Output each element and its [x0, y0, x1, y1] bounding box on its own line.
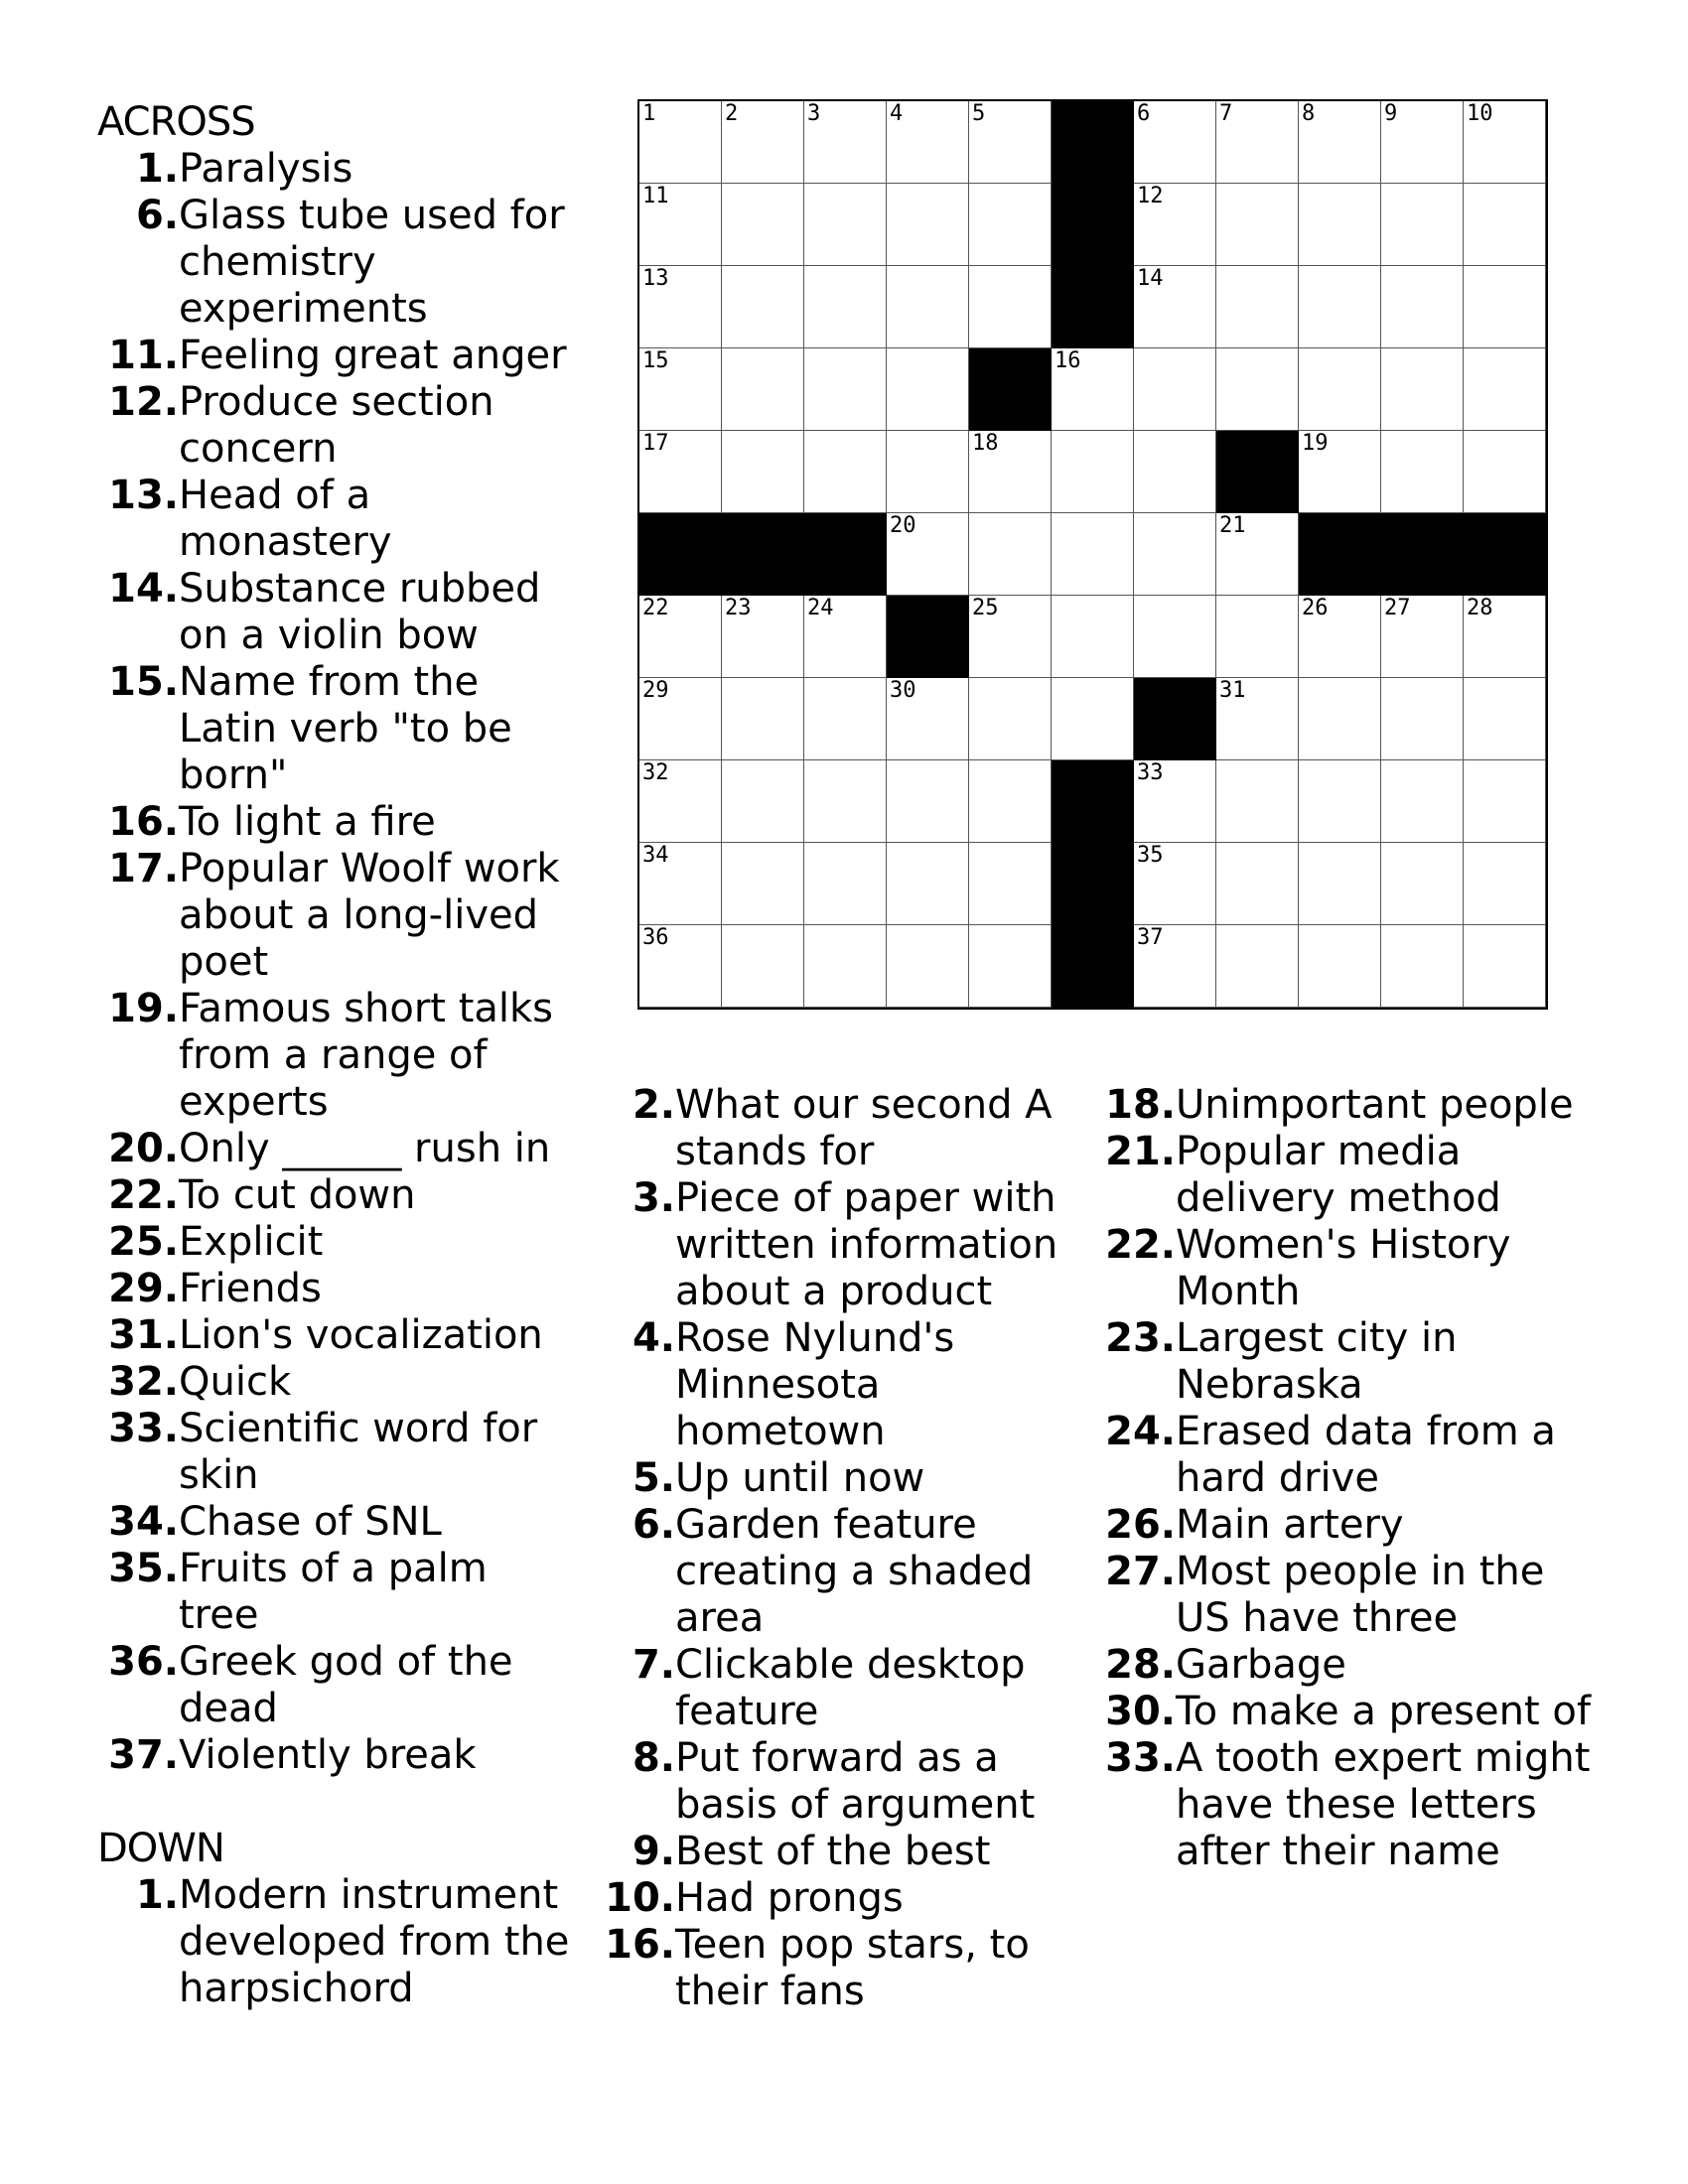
across-clue: [97, 986, 574, 1126]
clue-text: Only ______ rush in: [179, 1126, 551, 1171]
black-square: [639, 513, 722, 596]
cell-number: 27: [1384, 596, 1411, 620]
across-clue: [97, 1266, 574, 1312]
grid-cell[interactable]: [639, 678, 722, 760]
cell-number: 15: [642, 348, 669, 373]
grid-cell[interactable]: [722, 431, 804, 513]
clue-text: Substance rubbed on a violin bow: [179, 566, 541, 658]
down-clue: [1094, 1689, 1591, 1735]
across-clue-list: [97, 146, 574, 1779]
clue-number: 25.: [108, 1219, 179, 1265]
clue-number: 37.: [108, 1732, 179, 1778]
down-clue-list-1: [97, 1872, 574, 2012]
clue-text: To cut down: [179, 1172, 416, 1218]
down-clue: [1094, 1409, 1591, 1502]
grid-cell[interactable]: [1134, 596, 1216, 678]
clue-number: 14.: [108, 566, 179, 612]
grid-cell[interactable]: [1464, 678, 1546, 760]
cell-number: 30: [890, 678, 916, 703]
grid-cell[interactable]: [1216, 101, 1299, 184]
grid-cell[interactable]: [639, 925, 722, 1008]
grid-cell[interactable]: [969, 431, 1052, 513]
across-clue: [97, 379, 574, 473]
clue-number: 10.: [605, 1875, 675, 1921]
black-square: [887, 596, 969, 678]
across-clue: [97, 799, 574, 846]
clue-number: 9.: [632, 1829, 675, 1874]
grid-cell[interactable]: [1299, 184, 1381, 266]
clue-text: Feeling great anger: [179, 333, 567, 378]
down-clue: [1094, 1642, 1591, 1689]
clue-number: 20.: [108, 1126, 179, 1171]
black-square: [1381, 513, 1464, 596]
clue-text: Unimportant people: [1176, 1082, 1574, 1128]
down-clue: [97, 1872, 574, 2012]
down-clues-column-3: [1094, 1082, 1591, 1875]
clue-number: 1.: [135, 1872, 179, 1918]
clue-text: To light a fire: [179, 799, 436, 845]
grid-cell[interactable]: [722, 925, 804, 1008]
clue-text: Friends: [179, 1266, 322, 1311]
across-clue: [97, 1219, 574, 1266]
cell-number: 4: [890, 101, 904, 126]
grid-cell[interactable]: [1052, 431, 1134, 513]
cell-number: 12: [1137, 184, 1164, 208]
grid-cell[interactable]: [1216, 348, 1299, 431]
cell-number: 33: [1137, 760, 1164, 785]
grid-cell[interactable]: [887, 266, 969, 348]
clue-number: 32.: [108, 1359, 179, 1405]
down-clue: [594, 1735, 1080, 1829]
grid-cell[interactable]: [1052, 513, 1134, 596]
down-clue: [1094, 1082, 1591, 1129]
grid-cell[interactable]: [1216, 596, 1299, 678]
cell-number: 3: [807, 101, 821, 126]
grid-cell[interactable]: [804, 760, 887, 843]
clue-number: 33.: [108, 1406, 179, 1451]
grid-cell[interactable]: [1381, 925, 1464, 1008]
cell-number: 11: [642, 184, 669, 208]
clue-text: Famous short talks from a range of experts: [179, 986, 554, 1125]
grid-cell[interactable]: [1052, 678, 1134, 760]
clue-number: 12.: [108, 379, 179, 425]
grid-cell[interactable]: [1381, 348, 1464, 431]
grid-cell[interactable]: [1299, 678, 1381, 760]
clue-number: 3.: [632, 1175, 675, 1221]
grid-cell[interactable]: [1381, 431, 1464, 513]
grid-cell[interactable]: [887, 348, 969, 431]
grid-cell[interactable]: [887, 101, 969, 184]
clue-text: Head of a monastery: [179, 473, 392, 565]
cell-number: 25: [972, 596, 999, 620]
down-clue: [1094, 1502, 1591, 1549]
clue-number: 8.: [632, 1735, 675, 1781]
clue-text: Glass tube used for chemistry experiments: [179, 193, 565, 332]
grid-cell[interactable]: [1216, 513, 1299, 596]
grid-cell[interactable]: [1134, 266, 1216, 348]
clue-number: 4.: [632, 1315, 675, 1361]
cell-number: 14: [1137, 266, 1164, 291]
clue-text: Lion's vocalization: [179, 1312, 543, 1358]
grid-cell[interactable]: [639, 348, 722, 431]
clue-text: Up until now: [675, 1455, 925, 1501]
clue-number: 1.: [135, 146, 179, 192]
clue-text: Chase of SNL: [179, 1499, 442, 1545]
grid-cell[interactable]: [969, 266, 1052, 348]
black-square: [722, 513, 804, 596]
clue-number: 17.: [108, 846, 179, 891]
grid-cell[interactable]: [804, 925, 887, 1008]
across-clue: [97, 846, 574, 986]
grid-cell[interactable]: [887, 513, 969, 596]
grid-cell[interactable]: [1299, 843, 1381, 925]
clue-text: Erased data from a hard drive: [1176, 1409, 1556, 1501]
grid-cell[interactable]: [887, 760, 969, 843]
cell-number: 32: [642, 760, 669, 785]
clue-text: Best of the best: [675, 1829, 991, 1874]
across-clue: [97, 1732, 574, 1779]
clue-number: 34.: [108, 1499, 179, 1545]
black-square: [1134, 678, 1216, 760]
grid-cell[interactable]: [1216, 678, 1299, 760]
grid-cell[interactable]: [887, 184, 969, 266]
grid-cell[interactable]: [1134, 431, 1216, 513]
across-clue: [97, 1546, 574, 1639]
across-clue: [97, 659, 574, 799]
cell-number: 22: [642, 596, 669, 620]
grid-cell[interactable]: [1299, 925, 1381, 1008]
grid-cell[interactable]: [887, 843, 969, 925]
grid-cell[interactable]: [1464, 184, 1546, 266]
clue-text: What our second A stands for: [675, 1082, 1053, 1174]
down-clue: [594, 1315, 1080, 1455]
clue-number: 19.: [108, 986, 179, 1031]
grid-cell[interactable]: [639, 431, 722, 513]
clue-text: Put forward as a basis of argument: [675, 1735, 1036, 1828]
down-clue-list-3: [1094, 1082, 1591, 1875]
grid-cell[interactable]: [1134, 513, 1216, 596]
grid-cell[interactable]: [722, 678, 804, 760]
grid-cell[interactable]: [1299, 596, 1381, 678]
clue-text: Greek god of the dead: [179, 1639, 513, 1731]
down-clue: [1094, 1129, 1591, 1222]
grid-cell[interactable]: [1134, 348, 1216, 431]
grid-cell[interactable]: [639, 101, 722, 184]
clue-text: Explicit: [179, 1219, 324, 1265]
grid-cell[interactable]: [639, 266, 722, 348]
grid-cell[interactable]: [1381, 760, 1464, 843]
cell-number: 10: [1467, 101, 1493, 126]
grid-cell[interactable]: [969, 184, 1052, 266]
clue-number: 11.: [108, 333, 179, 378]
black-square: [969, 348, 1052, 431]
cell-number: 8: [1302, 101, 1316, 126]
across-clue: [97, 1312, 574, 1359]
clue-number: 22.: [108, 1172, 179, 1218]
clue-number: 5.: [632, 1455, 675, 1501]
clue-number: 30.: [1105, 1689, 1176, 1734]
down-clues-column-2: [594, 1082, 1080, 2015]
across-clue: [97, 1172, 574, 1219]
down-clue: [1094, 1735, 1591, 1875]
clue-text: Garden feature creating a shaded area: [675, 1502, 1034, 1641]
clue-number: 36.: [108, 1639, 179, 1685]
down-clue-list-2: [594, 1082, 1080, 2015]
black-square: [1052, 843, 1134, 925]
grid-cell[interactable]: [1216, 184, 1299, 266]
clue-text: Modern instrument developed from the harpsichord: [179, 1872, 570, 2011]
grid-cell[interactable]: [1299, 348, 1381, 431]
grid-cell[interactable]: [969, 101, 1052, 184]
black-square: [1052, 266, 1134, 348]
grid-cell[interactable]: [639, 843, 722, 925]
clue-number: 23.: [1105, 1315, 1176, 1361]
grid-cell[interactable]: [722, 348, 804, 431]
grid-cell[interactable]: [1299, 101, 1381, 184]
grid-cell[interactable]: [1464, 760, 1546, 843]
clue-number: 15.: [108, 659, 179, 705]
black-square: [804, 513, 887, 596]
grid-cell[interactable]: [804, 596, 887, 678]
clue-text: Produce section concern: [179, 379, 494, 472]
grid-cell[interactable]: [1381, 843, 1464, 925]
grid-cell[interactable]: [1464, 101, 1546, 184]
across-clue: [97, 1126, 574, 1172]
grid-cell[interactable]: [804, 431, 887, 513]
down-clue: [1094, 1222, 1591, 1315]
grid-cell[interactable]: [1052, 348, 1134, 431]
cell-number: 26: [1302, 596, 1329, 620]
cell-number: 18: [972, 431, 999, 456]
cell-number: 13: [642, 266, 669, 291]
grid-cell[interactable]: [1052, 596, 1134, 678]
clue-text: Piece of paper with written information about a product: [675, 1175, 1058, 1314]
clue-number: 33.: [1105, 1735, 1176, 1781]
clue-number: 35.: [108, 1546, 179, 1591]
clue-number: 26.: [1105, 1502, 1176, 1548]
grid-cell[interactable]: [639, 596, 722, 678]
down-clue: [594, 1922, 1080, 2015]
grid-cell[interactable]: [804, 678, 887, 760]
grid-cell[interactable]: [1216, 843, 1299, 925]
grid-cell[interactable]: [1216, 266, 1299, 348]
grid-cell[interactable]: [1464, 431, 1546, 513]
grid-cell[interactable]: [1299, 760, 1381, 843]
across-clues-column: [97, 99, 574, 2012]
cell-number: 36: [642, 925, 669, 950]
clue-number: 13.: [108, 473, 179, 518]
down-heading: DOWN: [97, 1826, 224, 1871]
clue-text: Clickable desktop feature: [675, 1642, 1026, 1734]
cell-number: 9: [1384, 101, 1398, 126]
grid-cell[interactable]: [722, 596, 804, 678]
down-clue: [594, 1875, 1080, 1922]
grid-cell[interactable]: [1134, 184, 1216, 266]
down-clue: [594, 1502, 1080, 1642]
grid-cell[interactable]: [969, 596, 1052, 678]
across-clue: [97, 1499, 574, 1546]
grid-cell[interactable]: [722, 266, 804, 348]
black-square: [1052, 101, 1134, 184]
down-clue: [594, 1175, 1080, 1315]
clue-text: Violently break: [179, 1732, 477, 1778]
grid-cell[interactable]: [1464, 266, 1546, 348]
clue-text: Women's History Month: [1176, 1222, 1511, 1314]
grid-cell[interactable]: [1134, 760, 1216, 843]
down-clue: [594, 1455, 1080, 1502]
clue-text: Largest city in Nebraska: [1176, 1315, 1458, 1408]
clue-number: 6.: [632, 1502, 675, 1548]
clue-number: 7.: [632, 1642, 675, 1688]
grid-cell[interactable]: [1381, 184, 1464, 266]
across-clue: [97, 1406, 574, 1499]
clue-text: Name from the Latin verb "to be born": [179, 659, 512, 798]
down-clue: [1094, 1549, 1591, 1642]
grid-cell[interactable]: [722, 843, 804, 925]
grid-cell[interactable]: [1134, 925, 1216, 1008]
grid-cell[interactable]: [804, 266, 887, 348]
across-heading: ACROSS: [97, 99, 255, 145]
crossword-grid: [637, 99, 1548, 1010]
grid-cell[interactable]: [969, 843, 1052, 925]
clue-text: Popular media delivery method: [1176, 1129, 1501, 1221]
clue-text: Main artery: [1176, 1502, 1404, 1548]
grid-cell[interactable]: [969, 678, 1052, 760]
cell-number: 19: [1302, 431, 1329, 456]
down-clue: [594, 1082, 1080, 1175]
clue-number: 24.: [1105, 1409, 1176, 1454]
clue-number: 21.: [1105, 1129, 1176, 1174]
across-clue: [97, 146, 574, 193]
cell-number: 24: [807, 596, 834, 620]
clue-number: 16.: [108, 799, 179, 845]
grid-cell[interactable]: [887, 925, 969, 1008]
grid-cell[interactable]: [804, 101, 887, 184]
clue-number: 6.: [135, 193, 179, 238]
across-clue: [97, 333, 574, 379]
cell-number: 21: [1219, 513, 1246, 538]
cell-number: 29: [642, 678, 669, 703]
grid-cell[interactable]: [1464, 348, 1546, 431]
clue-number: 16.: [605, 1922, 675, 1968]
clue-number: 2.: [632, 1082, 675, 1128]
clue-text: A tooth expert might have these letters after their name: [1176, 1735, 1591, 1874]
cell-number: 37: [1137, 925, 1164, 950]
cell-number: 5: [972, 101, 986, 126]
across-clue: [97, 193, 574, 333]
clue-text: Garbage: [1176, 1642, 1346, 1688]
grid-cell[interactable]: [639, 760, 722, 843]
cell-number: 1: [642, 101, 656, 126]
clue-text: Scientific word for skin: [179, 1406, 538, 1498]
grid-cell[interactable]: [1299, 266, 1381, 348]
clue-text: Teen pop stars, to their fans: [675, 1922, 1030, 2014]
grid-cell[interactable]: [887, 431, 969, 513]
clue-text: Quick: [179, 1359, 292, 1405]
grid-cell[interactable]: [722, 184, 804, 266]
grid-cell[interactable]: [1381, 596, 1464, 678]
down-clue: [594, 1829, 1080, 1875]
grid-cell[interactable]: [1134, 101, 1216, 184]
grid-cell[interactable]: [1216, 760, 1299, 843]
clue-text: Popular Woolf work about a long-lived poet: [179, 846, 560, 985]
clue-number: 18.: [1105, 1082, 1176, 1128]
grid-cell[interactable]: [804, 184, 887, 266]
cell-number: 6: [1137, 101, 1151, 126]
grid-cell[interactable]: [1464, 596, 1546, 678]
clue-number: 28.: [1105, 1642, 1176, 1688]
black-square: [1464, 513, 1546, 596]
clue-text: Fruits of a palm tree: [179, 1546, 488, 1638]
grid-cell[interactable]: [722, 760, 804, 843]
cell-number: 23: [725, 596, 752, 620]
cell-number: 17: [642, 431, 669, 456]
cell-number: 34: [642, 843, 669, 868]
clue-text: Rose Nylund's Minnesota hometown: [675, 1315, 955, 1454]
cell-number: 31: [1219, 678, 1246, 703]
grid-cell[interactable]: [969, 513, 1052, 596]
grid-cell[interactable]: [1381, 101, 1464, 184]
clue-text: Most people in the US have three: [1176, 1549, 1545, 1641]
cell-number: 28: [1467, 596, 1493, 620]
down-clue: [594, 1642, 1080, 1735]
across-clue: [97, 566, 574, 659]
grid-cell[interactable]: [969, 760, 1052, 843]
grid-cell[interactable]: [1299, 431, 1381, 513]
clue-number: 22.: [1105, 1222, 1176, 1268]
grid-cell[interactable]: [804, 348, 887, 431]
grid-cell[interactable]: [1216, 925, 1299, 1008]
clue-text: To make a present of: [1176, 1689, 1591, 1734]
black-square: [1052, 760, 1134, 843]
grid-cell[interactable]: [887, 678, 969, 760]
cell-number: 20: [890, 513, 916, 538]
grid-cell[interactable]: [722, 101, 804, 184]
grid-cell[interactable]: [1464, 843, 1546, 925]
clue-number: 27.: [1105, 1549, 1176, 1594]
cell-number: 35: [1137, 843, 1164, 868]
black-square: [1299, 513, 1381, 596]
down-clue: [1094, 1315, 1591, 1409]
grid-cell[interactable]: [639, 184, 722, 266]
clue-number: 31.: [108, 1312, 179, 1358]
grid-cell[interactable]: [969, 925, 1052, 1008]
grid-cell[interactable]: [1381, 266, 1464, 348]
cell-number: 16: [1055, 348, 1081, 373]
black-square: [1052, 184, 1134, 266]
black-square: [1216, 431, 1299, 513]
across-clue: [97, 1359, 574, 1406]
black-square: [1052, 925, 1134, 1008]
clue-number: 29.: [108, 1266, 179, 1311]
cell-number: 7: [1219, 101, 1233, 126]
across-clue: [97, 473, 574, 566]
grid-cell[interactable]: [1381, 678, 1464, 760]
grid-cell[interactable]: [1134, 843, 1216, 925]
across-clue: [97, 1639, 574, 1732]
clue-text: Paralysis: [179, 146, 353, 192]
grid-cell[interactable]: [1464, 925, 1546, 1008]
cell-number: 2: [725, 101, 739, 126]
clue-text: Had prongs: [675, 1875, 904, 1921]
grid-cell[interactable]: [804, 843, 887, 925]
